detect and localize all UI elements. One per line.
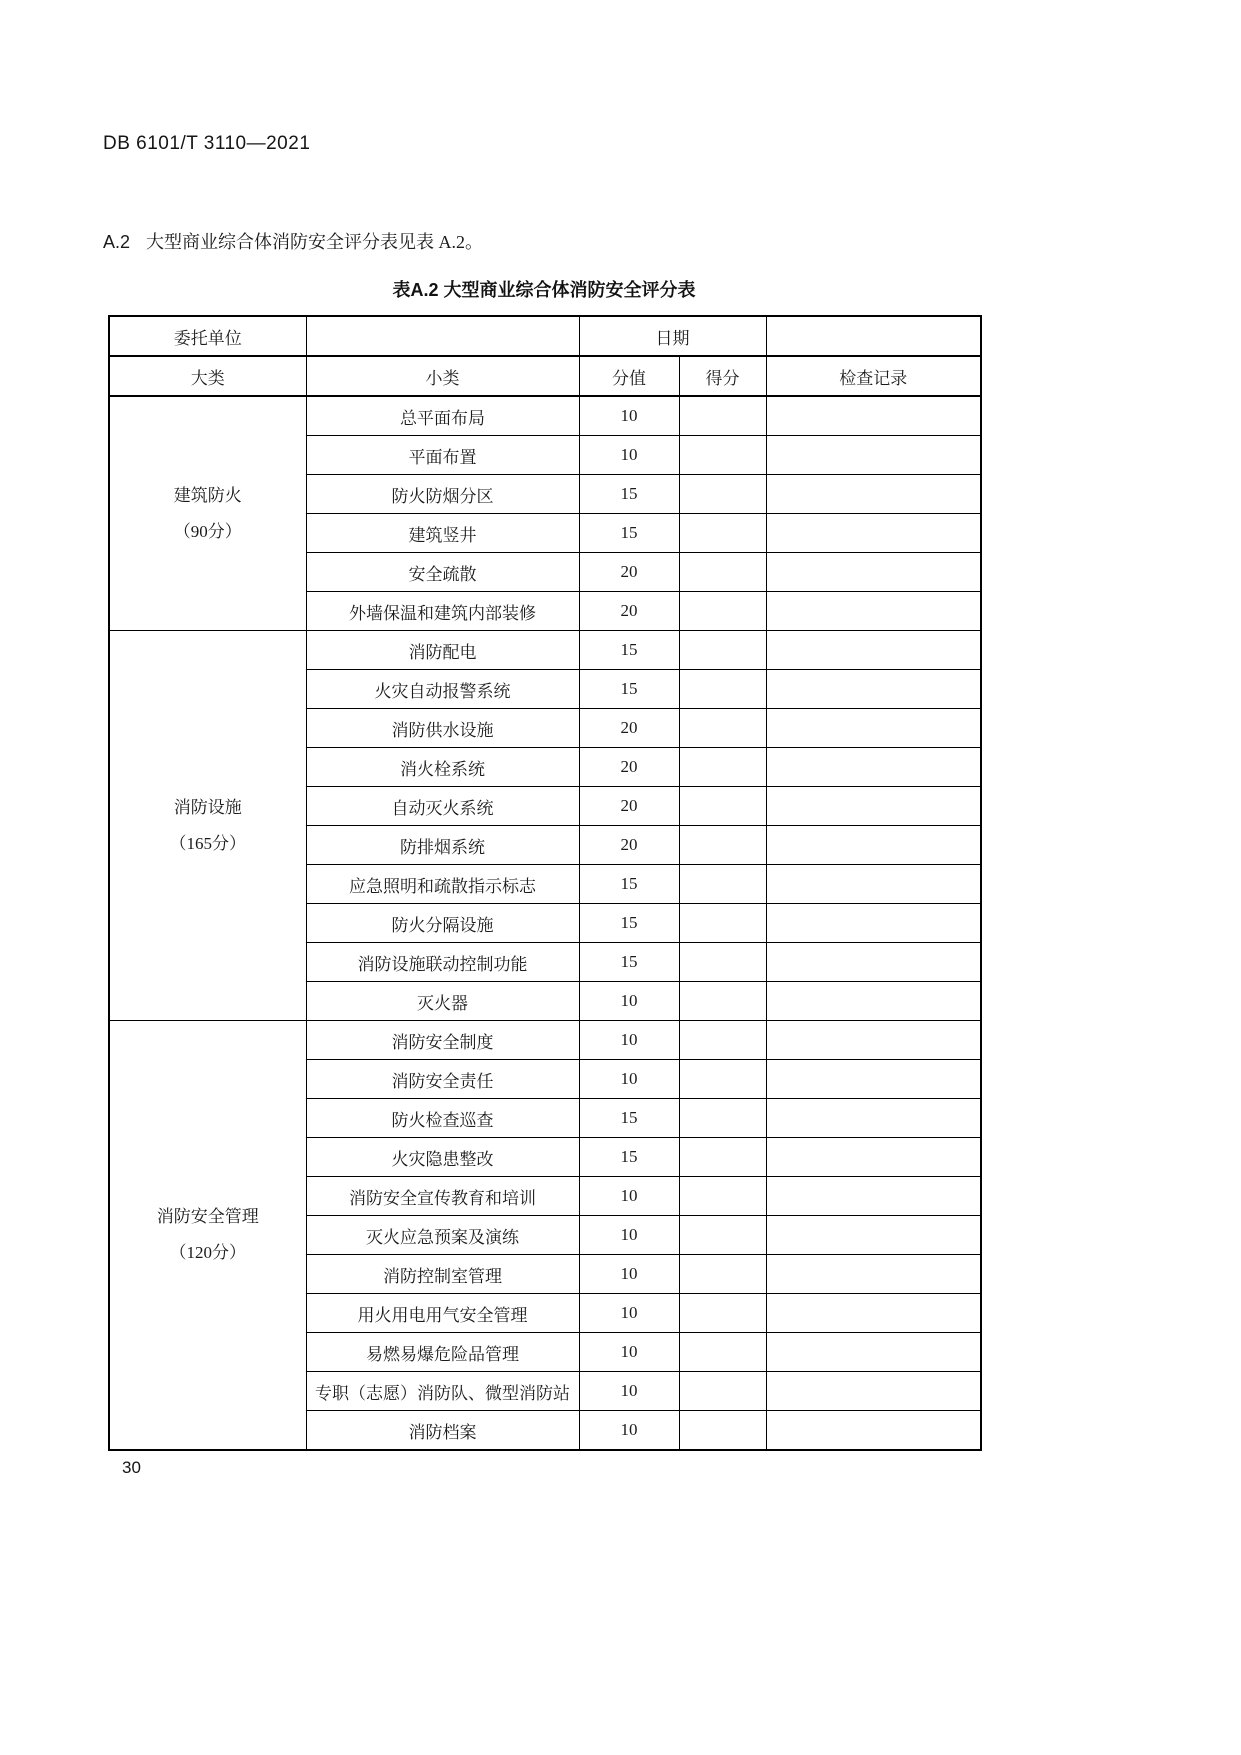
group-score: （90分） [173,521,242,541]
item-name-cell: 消防安全责任 [306,1060,579,1099]
item-name-cell: 建筑竖井 [306,514,579,553]
item-score-cell: 20 [579,592,679,631]
check-record-cell [766,1099,981,1138]
item-name-cell: 自动灭火系统 [306,787,579,826]
obtained-score-cell [679,1099,766,1138]
group-name: 消防设施 [173,797,242,817]
item-name-cell: 平面布置 [306,436,579,475]
check-record-cell [766,436,981,475]
obtained-score-cell [679,1177,766,1216]
obtained-score-cell [679,1255,766,1294]
obtained-score-cell [679,631,766,670]
item-name-cell: 火灾自动报警系统 [306,670,579,709]
item-name-cell: 消防供水设施 [306,709,579,748]
item-name-cell: 灭火器 [306,982,579,1021]
item-score-cell: 20 [579,553,679,592]
item-name-cell: 消防设施联动控制功能 [306,943,579,982]
column-header: 分值 [579,356,679,396]
item-score-cell: 10 [579,436,679,475]
item-score-cell: 20 [579,709,679,748]
obtained-score-cell [679,1216,766,1255]
item-score-cell: 15 [579,1099,679,1138]
check-record-cell [766,1333,981,1372]
obtained-score-cell [679,826,766,865]
item-name-cell: 消防安全制度 [306,1021,579,1060]
check-record-cell [766,1021,981,1060]
obtained-score-cell [679,865,766,904]
item-name-cell: 外墙保温和建筑内部装修 [306,592,579,631]
item-score-cell: 15 [579,943,679,982]
item-score-cell: 10 [579,1060,679,1099]
column-header: 检查记录 [766,356,981,396]
obtained-score-cell [679,748,766,787]
standard-code: DB 6101/T 3110—2021 [103,133,311,154]
item-name-cell: 易燃易爆危险品管理 [306,1333,579,1372]
check-record-cell [766,475,981,514]
check-record-cell [766,1060,981,1099]
obtained-score-cell [679,709,766,748]
item-score-cell: 15 [579,475,679,514]
item-name-cell: 消防安全宣传教育和培训 [306,1177,579,1216]
item-name-cell: 防火分隔设施 [306,904,579,943]
item-name-cell: 消防控制室管理 [306,1255,579,1294]
obtained-score-cell [679,787,766,826]
date-label-cell: 日期 [579,316,766,356]
check-record-cell [766,396,981,436]
obtained-score-cell [679,1021,766,1060]
item-name-cell: 防排烟系统 [306,826,579,865]
item-name-cell: 消防档案 [306,1411,579,1451]
obtained-score-cell [679,592,766,631]
score-table-body [109,316,981,1450]
table-row [109,631,981,670]
item-score-cell: 15 [579,670,679,709]
obtained-score-cell [679,904,766,943]
item-score-cell: 20 [579,748,679,787]
check-record-cell [766,826,981,865]
check-record-cell [766,709,981,748]
item-score-cell: 15 [579,1138,679,1177]
item-score-cell: 20 [579,787,679,826]
item-score-cell: 10 [579,1216,679,1255]
check-record-cell [766,982,981,1021]
item-score-cell: 10 [579,1333,679,1372]
item-name-cell: 安全疏散 [306,553,579,592]
group-cell [109,396,306,631]
obtained-score-cell [679,1333,766,1372]
item-name-cell: 火灾隐患整改 [306,1138,579,1177]
check-record-cell [766,1216,981,1255]
check-record-cell [766,1138,981,1177]
group-name: 消防安全管理 [156,1207,259,1226]
item-score-cell: 15 [579,865,679,904]
obtained-score-cell [679,1294,766,1333]
item-name-cell: 防火防烟分区 [306,475,579,514]
column-header: 大类 [109,356,306,396]
obtained-score-cell [679,475,766,514]
column-header: 得分 [679,356,766,396]
check-record-cell [766,904,981,943]
item-score-cell: 15 [579,904,679,943]
date-value-cell [766,316,981,356]
item-score-cell: 10 [579,1255,679,1294]
item-score-cell: 10 [579,1411,679,1451]
meta-row [109,316,981,356]
item-name-cell: 消火栓系统 [306,748,579,787]
item-name-cell: 专职（志愿）消防队、微型消防站 [306,1372,579,1411]
check-record-cell [766,631,981,670]
obtained-score-cell [679,1372,766,1411]
check-record-cell [766,1177,981,1216]
obtained-score-cell [679,670,766,709]
header-row [109,356,981,396]
group-cell [109,1021,306,1451]
obtained-score-cell [679,982,766,1021]
item-name-cell: 总平面布局 [306,396,579,436]
check-record-cell [766,514,981,553]
item-score-cell: 10 [579,1177,679,1216]
check-record-cell [766,748,981,787]
item-score-cell: 10 [579,1372,679,1411]
check-record-cell [766,943,981,982]
group-name: 建筑防火 [173,485,242,505]
item-name-cell: 消防配电 [306,631,579,670]
check-record-cell [766,865,981,904]
item-name-cell: 防火检查巡查 [306,1099,579,1138]
item-score-cell: 10 [579,1021,679,1060]
obtained-score-cell [679,1060,766,1099]
item-name-cell: 用火用电用气安全管理 [306,1294,579,1333]
table-caption: 表A.2 大型商业综合体消防安全评分表 [392,280,696,300]
item-score-cell: 15 [579,514,679,553]
fire-safety-score-table [108,315,982,1451]
check-record-cell [766,1294,981,1333]
item-score-cell: 20 [579,826,679,865]
section-text: 大型商业综合体消防安全评分表见表 A.2。 [146,232,484,252]
obtained-score-cell [679,514,766,553]
section-paragraph [103,228,483,254]
obtained-score-cell [679,553,766,592]
section-number: A.2 [103,232,131,252]
obtained-score-cell [679,1411,766,1451]
item-name-cell: 应急照明和疏散指示标志 [306,865,579,904]
check-record-cell [766,1372,981,1411]
table-row [109,396,981,436]
item-name-cell: 灭火应急预案及演练 [306,1216,579,1255]
obtained-score-cell [679,943,766,982]
check-record-cell [766,592,981,631]
obtained-score-cell [679,396,766,436]
group-cell [109,631,306,1021]
item-score-cell: 10 [579,396,679,436]
obtained-score-cell [679,1138,766,1177]
column-header: 小类 [306,356,579,396]
item-score-cell: 10 [579,1294,679,1333]
check-record-cell [766,553,981,592]
check-record-cell [766,670,981,709]
group-score: （165分） [169,833,246,853]
obtained-score-cell [679,436,766,475]
group-score: （120分） [169,1243,246,1262]
client-label-cell: 委托单位 [109,316,306,356]
table-row [109,1021,981,1060]
check-record-cell [766,1411,981,1451]
check-record-cell [766,787,981,826]
client-value-cell [306,316,579,356]
item-score-cell: 15 [579,631,679,670]
page-number: 30 [122,1458,141,1477]
check-record-cell [766,1255,981,1294]
item-score-cell: 10 [579,982,679,1021]
